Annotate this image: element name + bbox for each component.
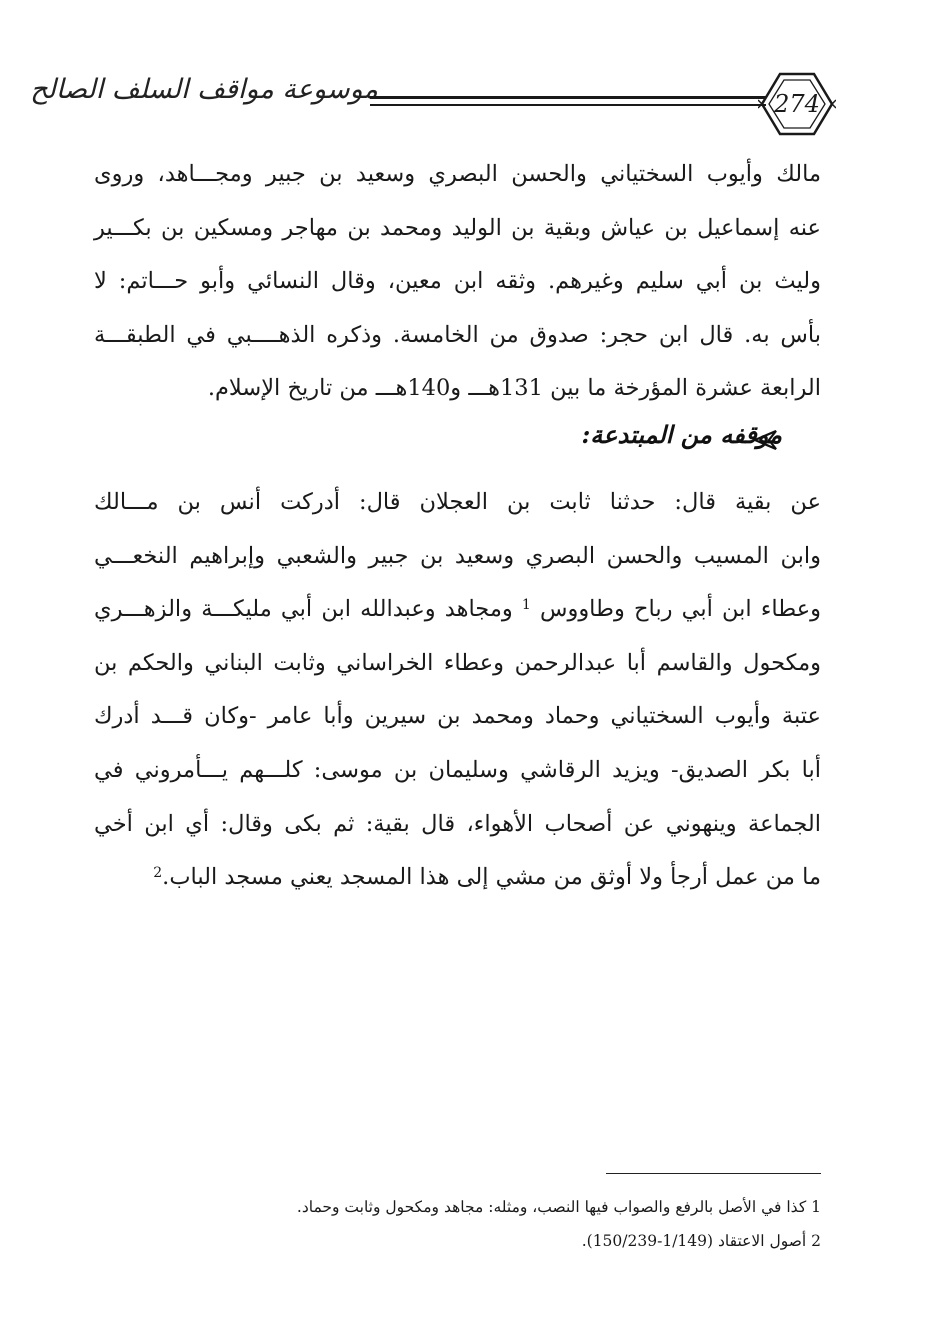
footnote-1: 1 كذا في الأصل بالرفع والصواب فيها النصب، ومثله: مجاهد ومكحول وثابت وحماد. bbox=[296, 1198, 821, 1216]
footnote-ref-1[interactable]: 1 bbox=[521, 597, 531, 614]
narration-line bbox=[94, 851, 821, 905]
narration-segment: وعطاء ابن أبي رباح وطاووس bbox=[539, 596, 821, 623]
narration-line: أبا بكر الصديق- ويزيد الرقاشي وسليمان بن موسى: كلـــهم يـــأمروني في bbox=[94, 756, 821, 783]
narration-line bbox=[94, 583, 821, 637]
header-rule bbox=[370, 96, 766, 106]
page-number: 274 bbox=[774, 90, 820, 118]
narration-line: عتبة وأيوب السختياني وحماد ومحمد بن سيرين وأبا عامر -وكان قـــد أدرك bbox=[94, 703, 821, 730]
narration-line: ومكحول والقاسم أبا عبدالرحمن وعطاء الخراساني وثابت البناني والحكم بن bbox=[94, 649, 821, 676]
narration-paragraph bbox=[94, 476, 821, 905]
bio-line: الرابعة عشرة المؤرخة ما بين 131هـــ و140هـــ من تاريخ الإسلام. bbox=[207, 375, 821, 402]
series-title: موسوعة مواقف السلف الصالح bbox=[30, 74, 378, 105]
footnote-separator bbox=[606, 1173, 821, 1174]
biography-paragraph bbox=[94, 148, 821, 416]
page-number-badge bbox=[758, 70, 836, 138]
narration-line: وابن المسيب والحسن البصري وسعيد بن جبير والشعبي وإبراهيم النخعـــي bbox=[94, 542, 821, 569]
section-heading: موقفه من المبتدعة: bbox=[581, 420, 782, 449]
footnote-ref-2[interactable]: 2 bbox=[153, 865, 163, 882]
bio-line: مالك وأيوب السختياني والحسن البصري وسعيد بن جبير ومجـــاهد، وروى bbox=[94, 161, 821, 187]
bio-line: عنه إسماعيل بن عياش وبقية بن الوليد ومحمد بن مهاجر ومسكين بن بكـــير bbox=[94, 214, 821, 241]
narration-line: عن بقية قال: حدثنا ثابت بن العجلان قال: أدركت أنس بن مـــالك bbox=[94, 489, 821, 515]
page-header bbox=[30, 66, 838, 142]
bio-line: وليث بن أبي سليم وغيرهم. وثقه ابن معين، وقال النسائي وأبو حـــاتم: لا bbox=[94, 268, 821, 295]
bio-line: بأس به. قال ابن حجر: صدوق من الخامسة. وذكره الذهــــبي في الطبقـــة bbox=[94, 321, 821, 348]
footnote-2: 2 أصول الاعتقاد (1/149-150/239). bbox=[581, 1232, 821, 1250]
narration-segment: ما من عمل أرجأ ولا أوثق من مشي إلى هذا المسجد يعني مسجد الباب. bbox=[162, 864, 821, 891]
narration-segment: ومجاهد وعبدالله ابن أبي مليكـــة والزهـــري bbox=[94, 596, 513, 623]
footnotes bbox=[94, 1190, 821, 1258]
narration-line: الجماعة وينهوني عن أصحاب الأهواء، قال بقية: ثم بكى وقال: أي ابن أخي bbox=[94, 810, 821, 837]
